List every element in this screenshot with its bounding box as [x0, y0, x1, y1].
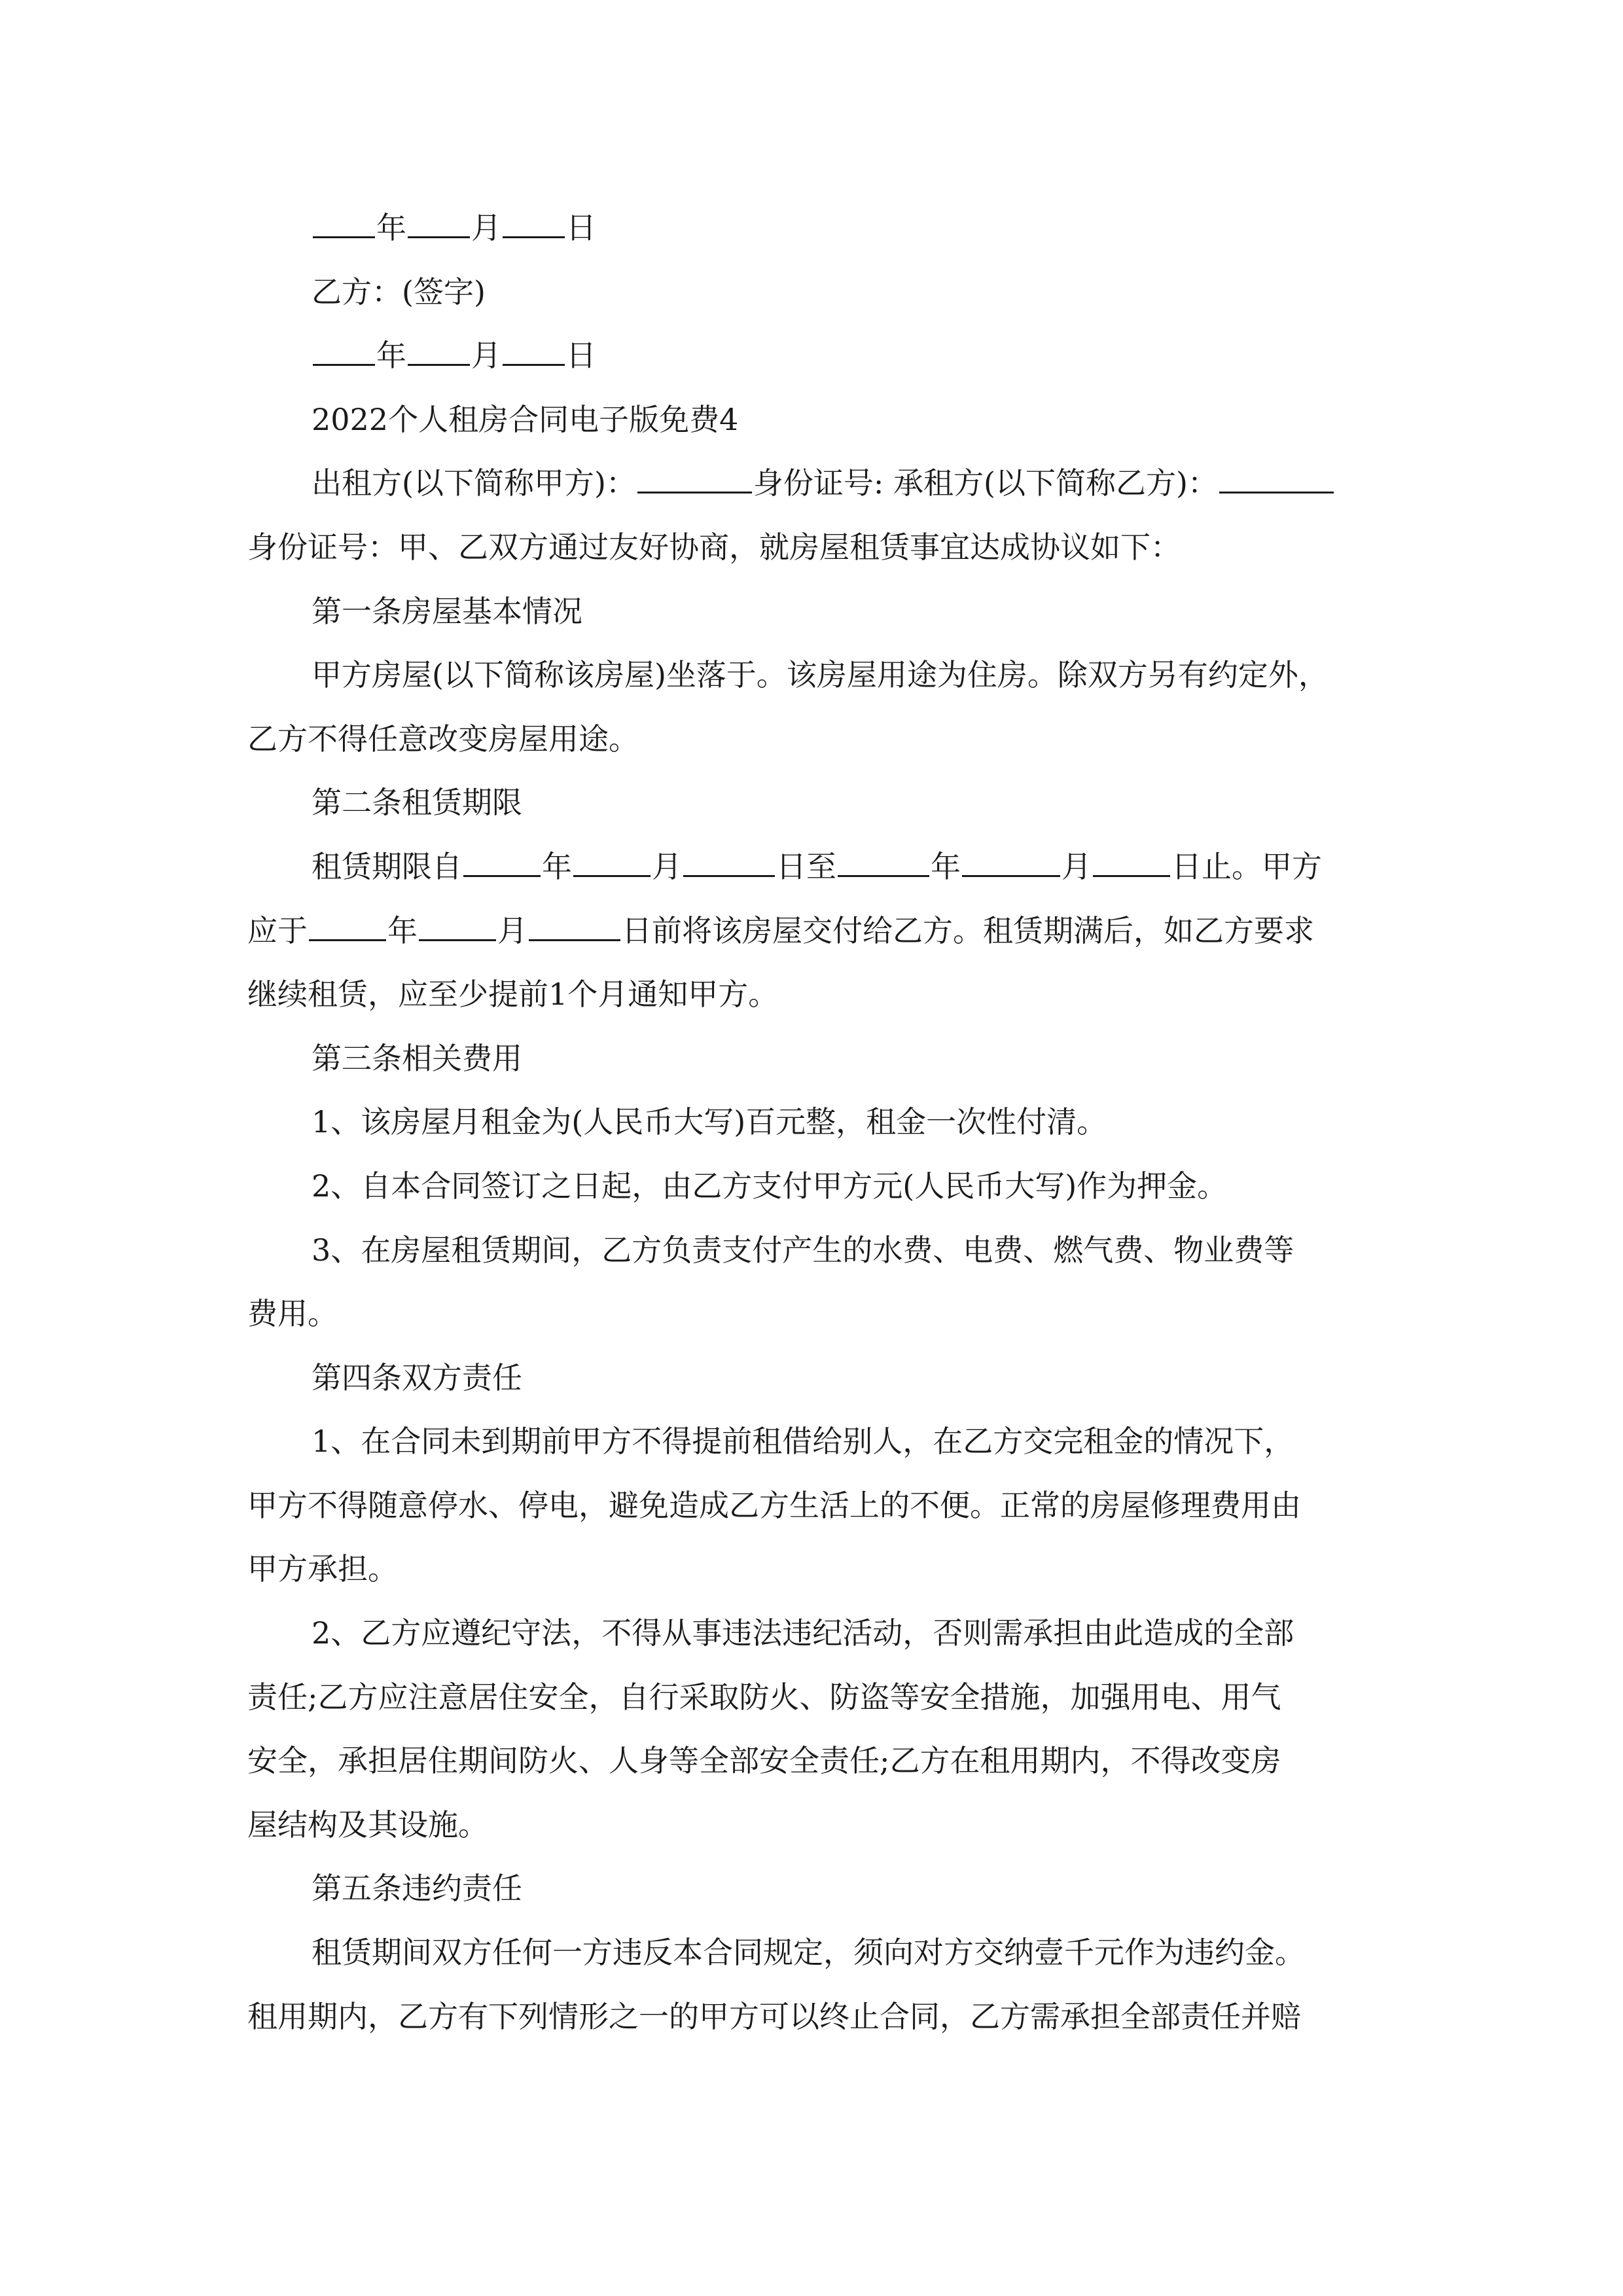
lease-from-label: 租赁期限自	[312, 848, 462, 884]
article4-item-1-line-1: 1、在合同未到期前甲方不得提前租借给别人，在乙方交完租金的情况下，	[312, 1424, 1294, 1460]
month-label: 月	[471, 338, 501, 374]
article3-item-2: 2、自本合同签订之日起，由乙方支付甲方元(人民币大写)作为押金。	[312, 1168, 1228, 1204]
end-day-blank	[1093, 852, 1170, 877]
day-blank	[503, 340, 565, 366]
day-blank	[503, 213, 565, 238]
article4-item-2-line-4: 屋结构及其设施。	[247, 1806, 488, 1842]
article4-heading: 第四条双方责任	[312, 1359, 522, 1395]
article1-line-2: 乙方不得任意改变房屋用途。	[247, 721, 639, 757]
deliver-by-label: 应于	[247, 912, 308, 948]
article5-line-2: 租用期内，乙方有下列情形之一的甲方可以终止合同，乙方需承担全部责任并赔	[247, 1998, 1301, 2034]
article3-item-1: 1、该房屋月租金为(人民币大写)百元整，租金一次性付清。	[312, 1104, 1107, 1140]
article3-item-3-line-2: 费用。	[247, 1296, 338, 1332]
article1-line-1: 甲方房屋(以下简称该房屋)坐落于。该房屋用途为住房。除双方另有约定外，	[312, 657, 1329, 693]
deliver-day-label: 日前将该房屋交付给乙方。租赁期满后，如乙方要求	[622, 912, 1314, 948]
start-day-to-label: 日至	[776, 848, 836, 884]
day-label: 日	[566, 338, 596, 374]
end-month-blank	[962, 852, 1060, 877]
year-blank	[313, 213, 375, 238]
article2-line-3: 继续租赁，应至少提前1个月通知甲方。	[247, 977, 779, 1013]
end-year-blank	[838, 852, 929, 877]
id-number-label: 身份证号:	[753, 465, 884, 501]
start-year-blank	[463, 852, 541, 877]
article4-item-2-line-1: 2、乙方应遵纪守法，不得从事违法违纪活动，否则需承担由此造成的全部	[312, 1615, 1294, 1651]
article3-item-3-line-1: 3、在房屋租赁期间，乙方负责支付产生的水费、电费、燃气费、物业费等	[312, 1232, 1294, 1268]
end-year-label: 年	[931, 848, 961, 884]
lessor-label: 出租方(以下简称甲方)：	[312, 465, 636, 501]
year-label: 年	[376, 338, 406, 374]
deliver-month-label: 月	[497, 912, 527, 948]
start-month-label: 月	[652, 848, 682, 884]
article5-line-1: 租赁期间双方任何一方违反本合同规定，须向对方交纳壹千元作为违约金。	[312, 1935, 1305, 1971]
article2-line-2	[247, 899, 1380, 963]
year-blank	[313, 340, 375, 366]
article4-item-2-line-2: 责任;乙方应注意居住安全，自行采取防火、防盗等安全措施，加强用电、用气	[247, 1679, 1281, 1715]
article4-item-2-line-3: 安全，承担居住期间防火、人身等全部安全责任;乙方在租用期内，不得改变房	[247, 1743, 1281, 1779]
start-day-blank	[683, 852, 775, 877]
lessor-blank	[637, 468, 752, 493]
article4-item-1-line-3: 甲方承担。	[247, 1551, 398, 1587]
contract-page	[247, 196, 1380, 2049]
month-blank	[408, 213, 470, 238]
article4-item-1-line-2: 甲方不得随意停水、停电，避免造成乙方生活上的不便。正常的房屋修理费用由	[247, 1487, 1301, 1523]
parties-line-2: 身份证号：甲、乙双方通过友好协商，就房屋租赁事宜达成协议如下：	[247, 529, 1181, 565]
lessee-label: 承租方(以下简称乙方)：	[893, 465, 1218, 501]
article3-heading: 第三条相关费用	[312, 1040, 522, 1076]
year-label: 年	[376, 210, 406, 245]
contract-title: 2022个人租房合同电子版免费4	[312, 401, 739, 437]
date-line-2	[247, 324, 1380, 388]
month-blank	[408, 340, 470, 366]
deliver-year-blank	[309, 916, 386, 941]
day-label: 日	[566, 210, 596, 245]
month-label: 月	[471, 210, 501, 245]
lessee-blank	[1219, 468, 1334, 493]
party-b-signature-label: 乙方：(签字)	[312, 274, 486, 310]
article2-heading: 第二条租赁期限	[312, 785, 522, 821]
article2-line-1	[247, 835, 1380, 899]
start-month-blank	[573, 852, 651, 877]
deliver-month-blank	[419, 916, 496, 941]
article1-heading: 第一条房屋基本情况	[312, 593, 582, 629]
end-day-label: 日止。甲方	[1171, 848, 1322, 884]
deliver-day-blank	[529, 916, 620, 941]
article5-heading: 第五条违约责任	[312, 1871, 522, 1907]
date-line-1	[247, 196, 1380, 260]
deliver-year-label: 年	[387, 912, 418, 948]
end-month-label: 月	[1061, 848, 1092, 884]
parties-line-1	[247, 452, 1380, 516]
start-year-label: 年	[542, 848, 572, 884]
